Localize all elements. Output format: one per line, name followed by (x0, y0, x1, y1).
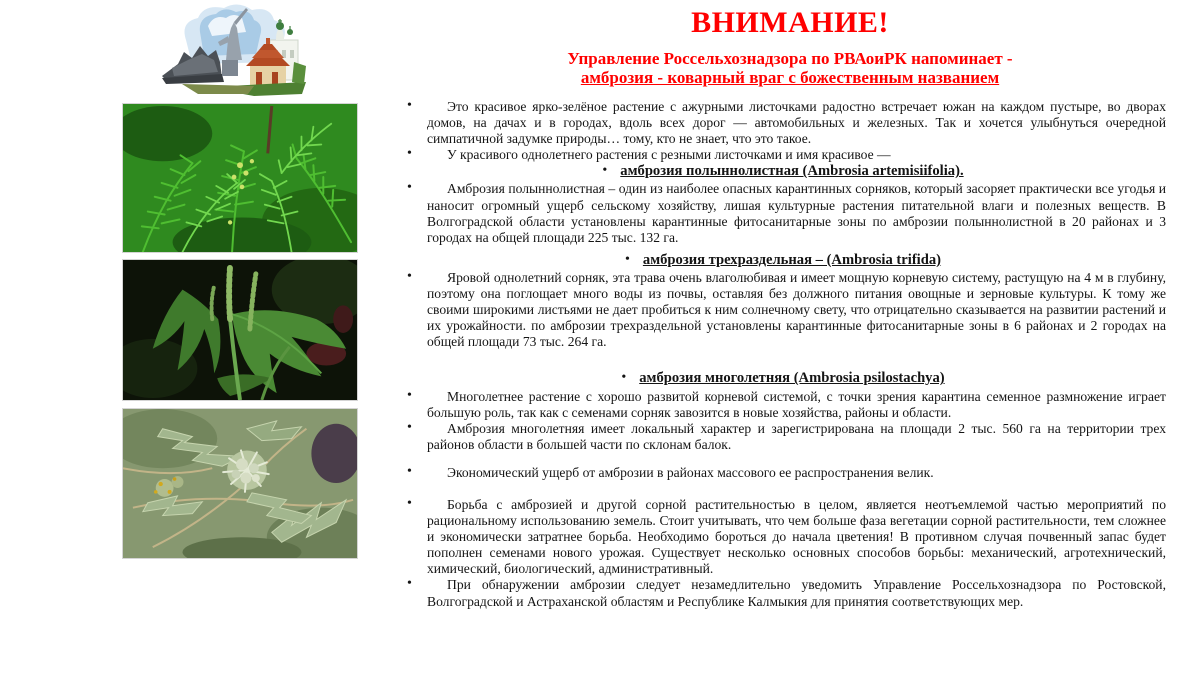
paragraph-notify-authority (400, 577, 1166, 609)
bullet-marker: • (602, 163, 608, 179)
bullet-marker: • (407, 463, 412, 479)
regional-landmarks-collage (158, 2, 310, 98)
bullet-marker: • (407, 576, 412, 592)
ambrosia-psilostachya-photo (122, 408, 358, 559)
paragraph-economic-damage (400, 465, 1166, 481)
bullet-marker: • (407, 495, 412, 511)
bullet-marker: • (624, 251, 630, 267)
ambrosia-trifida-photo (122, 259, 358, 401)
paragraph-text: Амброзия полыннолистная – один из наиболее опасных карантинных сорняков, который засоряет практически все угодья и наносит огромный ущерб сельскому хозяйству, лишая культурные растения питательной влаги и полезных веществ. В Волгоградской области установлены карантинные фитосанитарные зоны по амброзии полыннолистной в 20 районах и 3 городах на общей площади 225 тыс. 132 га. (427, 181, 1166, 245)
paragraph-artemisiifolia (400, 181, 1166, 245)
bullet-marker: • (407, 180, 412, 196)
heading-psilostachya (400, 370, 1166, 386)
ambrosia-artemisiifolia-photo (122, 103, 358, 253)
paragraph-text: Экономический ущерб от амброзии в районах массового ее распространения велик. (447, 464, 934, 480)
page-title: ВНИМАНИЕ! (691, 6, 889, 39)
paragraph-psilostachya-1 (400, 389, 1166, 421)
slide-header (400, 6, 1180, 87)
heading-trifida (400, 252, 1166, 268)
subtitle-line-2: амброзия - коварный враг с божественным названием (580, 68, 1000, 87)
paragraph-control-measures (400, 497, 1166, 577)
paragraph-name-intro (400, 147, 1166, 163)
bullet-marker: • (407, 268, 412, 284)
heading-text: амброзия трехраздельная – (Ambrosia trifida) (642, 251, 942, 268)
bullet-marker: • (407, 419, 412, 435)
paragraph-text: Это красивое ярко-зелёное растение с ажурными листочками радостно встречает южан на каждом пустыре, во дворах домов, на дачах и в городах, вдоль всех дорог — автомобильных и железных. Так и хочется улыбнуться очередной симпатичной задумке природы… тому, кто не знает, что это такое. (427, 99, 1166, 147)
paragraph-text: Многолетнее растение с хорошо развитой корневой системой, с точки зрения карантина семенное размножение играет большую роль, так как с семенами сорняк завозится в новые хозяйства, районы и области. (427, 388, 1166, 420)
bullet-marker: • (407, 387, 412, 403)
bullet-marker: • (407, 98, 412, 113)
paragraph-psilostachya-2 (400, 421, 1166, 453)
heading-text: амброзия многолетняя (Ambrosia psilostachya) (639, 370, 945, 387)
paragraph-text: У красивого однолетнего растения с резными листочками и имя красивое — (447, 147, 891, 163)
paragraph-text: Амброзия многолетняя имеет локальный характер и зарегистрирована на площади 2 тыс. 560 га на территории трех районов области в большей части по склонам балок. (427, 420, 1166, 452)
emblem-art (158, 2, 310, 98)
paragraph-intro (400, 99, 1166, 147)
paragraph-text: Яровой однолетний сорняк, эта трава очень влаголюбивая и имеет мощную корневую систему, растущую на 4 м в глубину, поэтому она поглощает много воды из почвы, оставляя без должного питания овощные и зерновые культуры. К тому же своими широкими листьями не дает пробиться к ним солнечному свету, что отрицательно сказывается на развитии растений и их урожайности. по амброзии трехраздельной установлены карантинные фитосанитарные зоны в 6 районах и 2 городах на общей площади 73 тыс. 264 га. (427, 269, 1166, 350)
bullet-marker: • (621, 370, 627, 386)
paragraph-trifida (400, 270, 1166, 350)
paragraph-text: При обнаружении амброзии следует незамедлительно уведомить Управление Россельхознадзора по Ростовской, Волгоградской и Астраханской областям и Республике Калмыкия для принятия соответствующих мер. (427, 577, 1166, 609)
statue-pedestal (222, 60, 238, 76)
paragraph-text: Борьба с амброзией и другой сорной растительностью в целом, является неотъемлемой частью мероприятий по рациональному использованию земель. Стоит учитывать, что чем больше фаза вегетации сорной растительности, тем сложнее и экономически затратнее борьба. Необходимо бороться до начала цветения! В противном случая почвенный запас будет пополнен семенами нового урожая. Существует несколько основных способов борьбы: механический, агротехнический, химический, биологический, административный. (427, 496, 1166, 577)
heading-text: амброзия полыннолистная (Ambrosia artemisiifolia). (620, 163, 964, 180)
heading-artemisiifolia (400, 163, 1166, 179)
bullet-marker: • (407, 146, 412, 162)
subtitle-line-1: Управление Россельхознадзора по РВАоиРК напоминает - (567, 49, 1013, 68)
article-body (400, 99, 1166, 610)
